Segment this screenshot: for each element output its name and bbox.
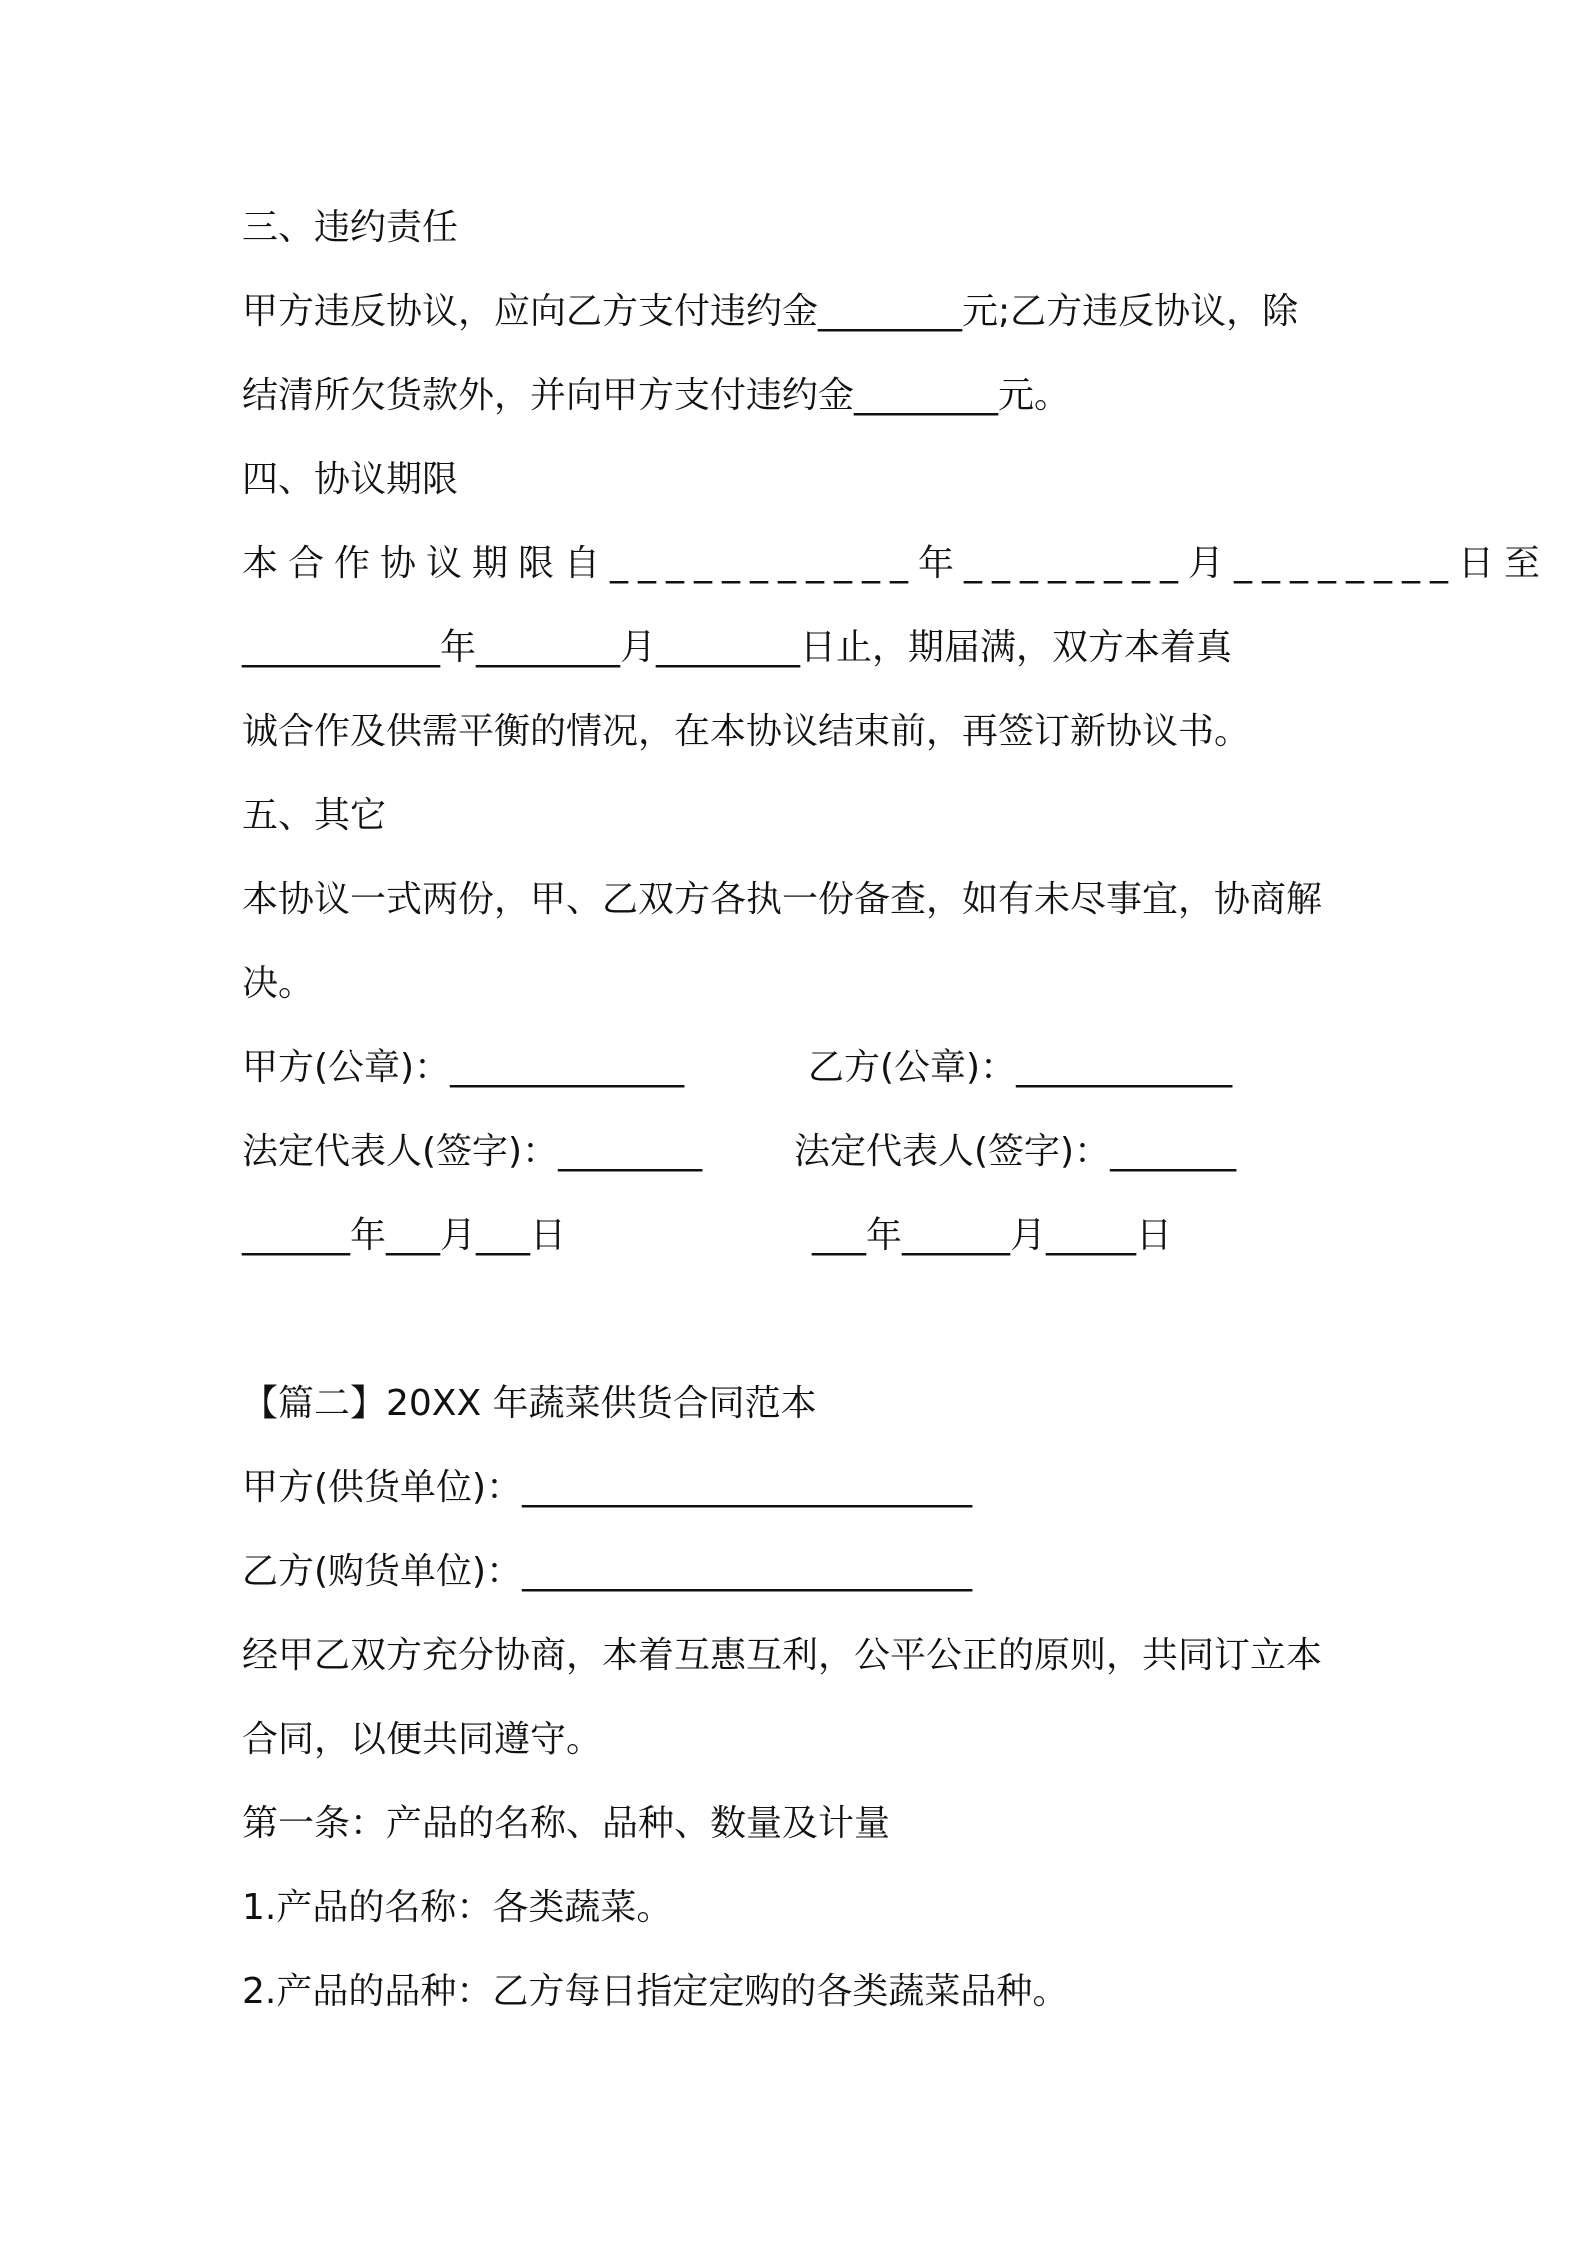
party-a-seal-field: 甲方(公章)：_____________ [242, 1047, 685, 1088]
intro-paragraph-line-1: 经甲乙双方充分协商，本着互惠互利，公平公正的原则，共同订立本 [242, 1635, 1323, 1676]
section-3-paragraph-line-1: 甲方违反协议，应向乙方支付违约金________元;乙方违反协议，除 [242, 291, 1299, 332]
part-2-title: 【篇二】20XX 年蔬菜供货合同范本 [242, 1383, 817, 1424]
party-b-seal-field: 乙方(公章)：____________ [808, 1047, 1233, 1088]
section-4-paragraph-line-1: 本合作协议期限自___________年________月________日至 [242, 543, 1551, 584]
article-1-item-2: 2.产品的品种：乙方每日指定定购的各类蔬菜品种。 [242, 1971, 1069, 2012]
section-3-heading: 三、违约责任 [242, 207, 459, 248]
party-b-date-field: ___年______月_____日 [812, 1215, 1172, 1256]
party-a-date-field: ______年___月___日 [242, 1215, 567, 1256]
buyer-party-field: 乙方(购货单位)：_________________________ [242, 1551, 973, 1592]
section-4-paragraph-line-3: 诚合作及供需平衡的情况，在本协议结束前，再签订新协议书。 [242, 711, 1251, 752]
section-5-paragraph-line-1: 本协议一式两份，甲、乙双方各执一份备查，如有未尽事宜，协商解 [242, 879, 1323, 920]
section-5-heading: 五、其它 [242, 795, 387, 836]
party-b-representative-field: 法定代表人(签字)：_______ [794, 1131, 1237, 1172]
article-1-heading: 第一条：产品的名称、品种、数量及计量 [242, 1803, 891, 1844]
section-4-paragraph-line-2: ___________年________月________日止，期届满，双方本着真 [242, 627, 1233, 668]
intro-paragraph-line-2: 合同，以便共同遵守。 [242, 1719, 603, 1760]
section-3-paragraph-line-2: 结清所欠货款外，并向甲方支付违约金________元。 [242, 375, 1071, 416]
section-4-heading: 四、协议期限 [242, 459, 459, 500]
supplier-party-field: 甲方(供货单位)：_________________________ [242, 1467, 973, 1508]
article-1-item-1: 1.产品的名称：各类蔬菜。 [242, 1887, 673, 1928]
section-5-paragraph-line-2: 决。 [242, 963, 315, 1004]
party-a-representative-field: 法定代表人(签字)：________ [242, 1131, 703, 1172]
